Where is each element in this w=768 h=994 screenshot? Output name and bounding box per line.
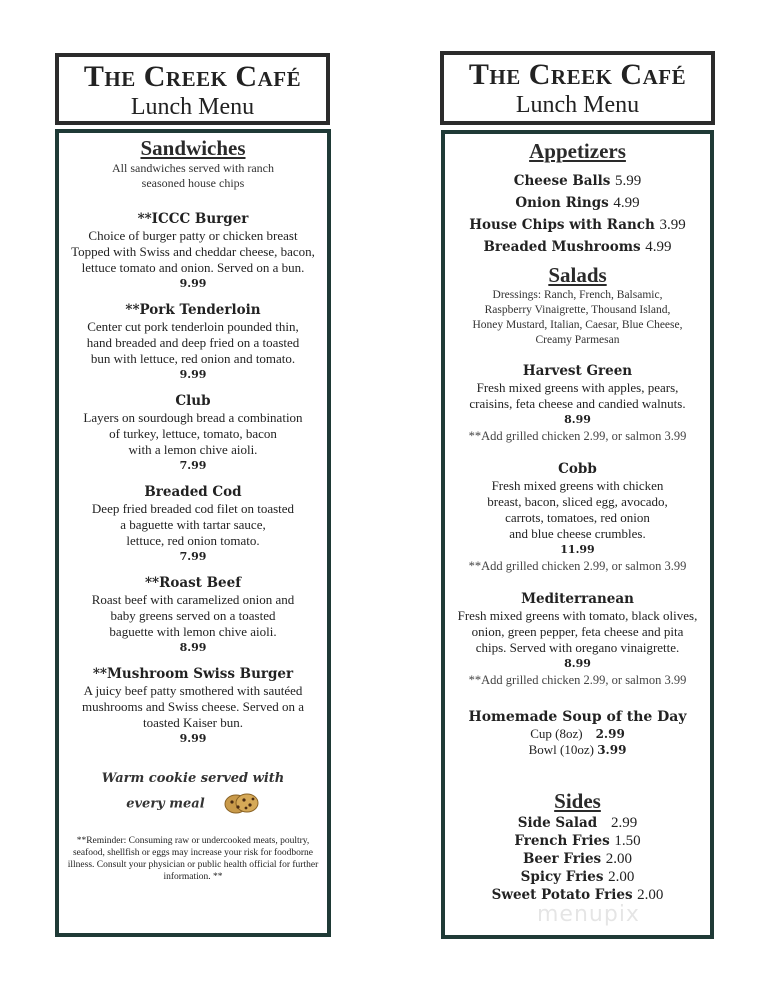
item-price: 3.99 bbox=[659, 217, 686, 233]
soup-option bbox=[445, 726, 710, 742]
item-price: 2.00 bbox=[637, 887, 664, 903]
item-price: 5.99 bbox=[615, 173, 642, 189]
appetizer-item bbox=[445, 192, 710, 214]
food-safety-reminder: **Reminder: Consuming raw or undercooked meats, poultry, seafood, shellfish or eggs may increase your risk for foodborne illness. Consult your physician or public health official for further information. ** bbox=[67, 836, 319, 882]
section-title-appetizers: Appetizers bbox=[529, 139, 626, 163]
menu-item bbox=[59, 483, 327, 565]
menu-subtitle: Lunch Menu bbox=[515, 92, 640, 118]
item-name: House Chips with Ranch bbox=[469, 217, 655, 233]
item-name: Mediterranean bbox=[521, 591, 634, 607]
item-price: 1.50 bbox=[614, 833, 641, 849]
desc-line: Deep fried breaded cod filet on toasted bbox=[91, 501, 295, 516]
item-price: 4.99 bbox=[613, 195, 640, 211]
item-price: 8.99 bbox=[179, 641, 207, 654]
salad-item bbox=[445, 460, 710, 574]
desc-line: hand breaded and deep fried on a toasted bbox=[86, 335, 300, 350]
item-name: Spicy Fries bbox=[520, 869, 604, 885]
cafe-name: The Creek Café bbox=[83, 60, 302, 93]
side-item bbox=[445, 868, 710, 886]
item-name: Club bbox=[175, 393, 211, 409]
desc-line: with a lemon chive aioli. bbox=[128, 442, 258, 457]
appetizer-item bbox=[445, 214, 710, 236]
note-line: All sandwiches served with ranch bbox=[112, 161, 274, 175]
item-name: Cobb bbox=[558, 461, 597, 477]
item-price: 9.99 bbox=[179, 732, 207, 745]
item-name: Onion Rings bbox=[515, 195, 609, 211]
side-item bbox=[445, 814, 710, 832]
item-name: Harvest Green bbox=[522, 363, 633, 379]
menu-item bbox=[59, 210, 327, 292]
desc-line: breast, bacon, sliced egg, avocado, bbox=[487, 494, 668, 509]
sandwiches-note bbox=[59, 161, 327, 191]
desc-line: baguette with lemon chive aioli. bbox=[109, 624, 277, 639]
item-name: Side Salad bbox=[517, 815, 598, 831]
desc-line: Roast beef with caramelized onion and bbox=[91, 592, 295, 607]
cookie-line-1: Warm cookie served with bbox=[101, 771, 285, 786]
item-name: **Roast Beef bbox=[144, 575, 242, 591]
dressing-line: Honey Mustard, Italian, Caesar, Blue Cheese, bbox=[472, 319, 683, 331]
dressing-line: Raspberry Vinaigrette, Thousand Island, bbox=[484, 304, 671, 316]
item-price: 4.99 bbox=[645, 239, 672, 255]
soup-size: Cup (8oz) bbox=[530, 726, 583, 741]
item-name: **ICCC Burger bbox=[137, 211, 249, 227]
soup-price: 2.99 bbox=[595, 727, 625, 741]
item-price: 2.99 bbox=[611, 815, 638, 831]
item-name: **Pork Tenderloin bbox=[125, 302, 261, 318]
desc-line: Choice of burger patty or chicken breast bbox=[88, 228, 298, 243]
desc-line: Fresh mixed greens with apples, pears, bbox=[476, 380, 679, 395]
section-title-sandwiches: Sandwiches bbox=[140, 136, 246, 160]
menu-item bbox=[59, 392, 327, 474]
cafe-name: The Creek Café bbox=[468, 58, 687, 91]
section-title-sides: Sides bbox=[554, 789, 601, 813]
desc-line: carrots, tomatoes, red onion bbox=[505, 510, 650, 525]
desc-line: toasted Kaiser bun. bbox=[142, 715, 243, 730]
soup-size: Bowl (10oz) bbox=[528, 742, 594, 757]
item-name: Breaded Mushrooms bbox=[483, 239, 641, 255]
side-item bbox=[445, 850, 710, 868]
item-desc bbox=[445, 380, 710, 412]
desc-line: a baguette with tartar sauce, bbox=[120, 517, 266, 532]
item-name: Cheese Balls bbox=[513, 173, 611, 189]
item-price: 8.99 bbox=[564, 657, 591, 670]
item-name: **Mushroom Swiss Burger bbox=[92, 666, 294, 682]
salad-item bbox=[445, 590, 710, 688]
item-desc bbox=[59, 410, 327, 458]
desc-line: craisins, feta cheese and candied walnuts. bbox=[469, 396, 686, 411]
section-title-salads: Salads bbox=[548, 263, 607, 287]
appetizer-item bbox=[445, 236, 710, 258]
item-desc bbox=[59, 319, 327, 367]
item-price: 11.99 bbox=[560, 543, 595, 556]
salad-addon: **Add grilled chicken 2.99, or salmon 3.99 bbox=[468, 673, 687, 687]
item-name: Sweet Potato Fries bbox=[491, 887, 633, 903]
left-title-box bbox=[55, 53, 330, 125]
desc-line: Topped with Swiss and cheddar cheese, bacon, bbox=[71, 244, 315, 259]
item-name: Breaded Cod bbox=[144, 484, 242, 500]
side-item bbox=[445, 832, 710, 850]
desc-line: onion, green pepper, feta cheese and pita bbox=[471, 624, 684, 639]
right-panel bbox=[441, 130, 714, 939]
item-price: 9.99 bbox=[179, 277, 207, 290]
item-price: 8.99 bbox=[564, 413, 591, 426]
desc-line: lettuce tomato and onion. Served on a bun. bbox=[81, 260, 305, 275]
item-desc bbox=[445, 608, 710, 656]
item-desc bbox=[445, 478, 710, 542]
item-desc bbox=[59, 592, 327, 640]
salad-item bbox=[445, 362, 710, 444]
item-price: 7.99 bbox=[179, 550, 207, 563]
salad-addon: **Add grilled chicken 2.99, or salmon 3.99 bbox=[468, 429, 687, 443]
item-name: French Fries bbox=[514, 833, 610, 849]
dressings-list bbox=[445, 288, 710, 348]
desc-line: and blue cheese crumbles. bbox=[509, 526, 646, 541]
desc-line: bun with lettuce, red onion and tomato. bbox=[90, 351, 296, 366]
item-desc bbox=[59, 228, 327, 276]
item-price: 9.99 bbox=[179, 368, 207, 381]
desc-line: Layers on sourdough bread a combination bbox=[83, 410, 303, 425]
menu-subtitle: Lunch Menu bbox=[130, 94, 255, 120]
soup-title: Homemade Soup of the Day bbox=[468, 709, 687, 725]
note-line: seasoned house chips bbox=[141, 176, 245, 190]
desc-line: Center cut pork tenderloin pounded thin, bbox=[87, 319, 299, 334]
cookie-line-2: every meal bbox=[126, 796, 205, 812]
soup-price: 3.99 bbox=[597, 743, 627, 757]
desc-line: A juicy beef patty smothered with sautéed bbox=[83, 683, 303, 698]
item-desc bbox=[59, 501, 327, 549]
desc-line: lettuce, red onion tomato. bbox=[126, 533, 260, 548]
desc-line: of turkey, lettuce, tomato, bacon bbox=[109, 426, 277, 441]
appetizer-item bbox=[445, 170, 710, 192]
dressing-line: Dressings: Ranch, French, Balsamic, bbox=[492, 289, 663, 301]
desc-line: Fresh mixed greens with chicken bbox=[491, 478, 664, 493]
menu-item bbox=[59, 574, 327, 656]
desc-line: mushrooms and Swiss cheese. Served on a bbox=[81, 699, 305, 714]
watermark: menupix bbox=[537, 902, 640, 927]
desc-line: Fresh mixed greens with tomato, black olives, bbox=[457, 608, 698, 623]
salad-addon: **Add grilled chicken 2.99, or salmon 3.99 bbox=[468, 559, 687, 573]
item-name: Beer Fries bbox=[522, 851, 602, 867]
sandwiches-panel bbox=[55, 129, 331, 937]
right-title-box bbox=[440, 51, 715, 125]
soup-option bbox=[445, 742, 710, 758]
item-price: 7.99 bbox=[179, 459, 207, 472]
item-price: 2.00 bbox=[605, 851, 633, 867]
dressing-line: Creamy Parmesan bbox=[535, 334, 620, 346]
menu-item bbox=[59, 301, 327, 383]
menu-item bbox=[59, 665, 327, 747]
cookie-icon bbox=[224, 791, 260, 815]
desc-line: chips. Served with oregano vinaigrette. bbox=[475, 640, 680, 655]
desc-line: baby greens served on a toasted bbox=[110, 608, 276, 623]
item-desc bbox=[59, 683, 327, 731]
item-price: 2.00 bbox=[608, 869, 635, 885]
